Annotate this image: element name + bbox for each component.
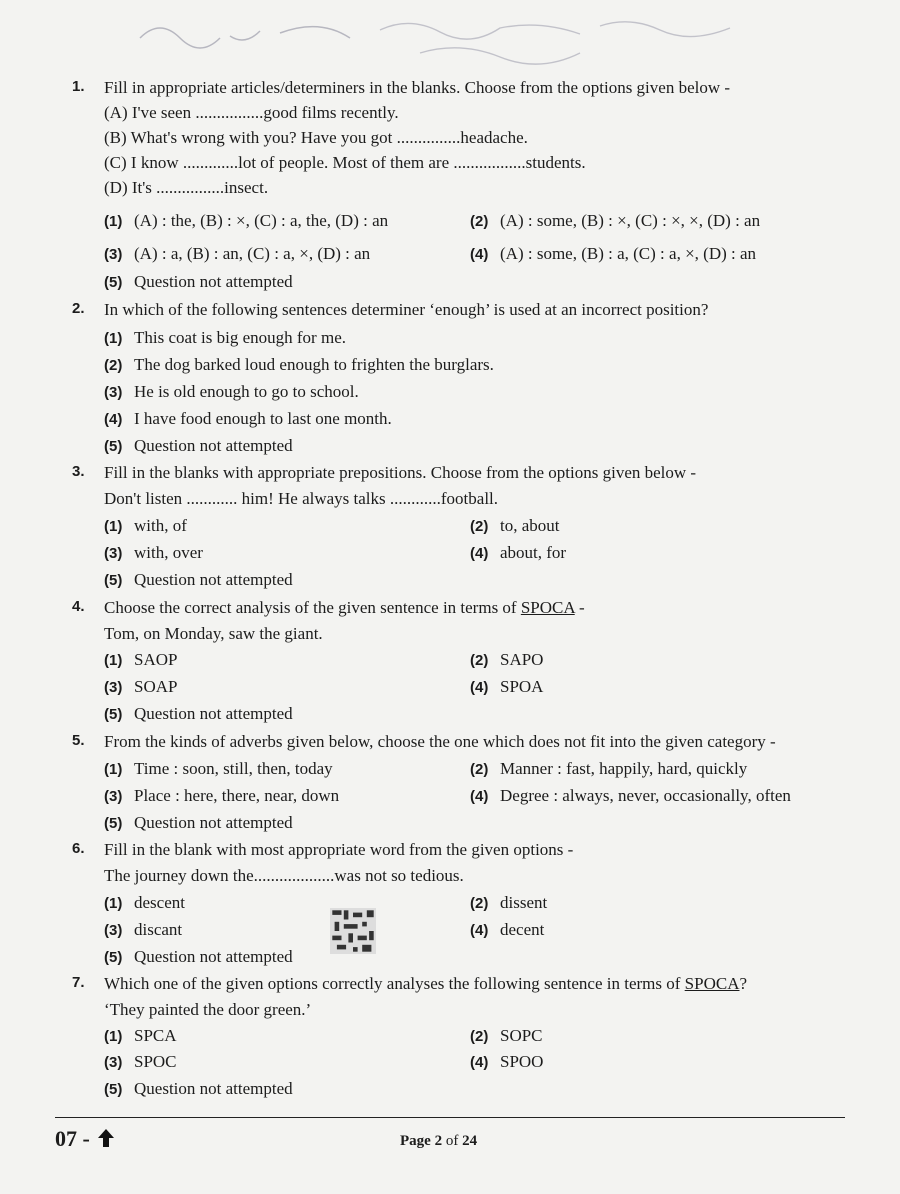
option-number: (4) [470,788,489,805]
option-text: SPOA [500,677,544,696]
option-5[interactable] [104,570,293,590]
option-number: (3) [104,384,123,401]
option-number: (2) [470,213,489,230]
stem-underlined-term: SPOCA [684,974,740,993]
option-5[interactable] [104,947,293,967]
option-1[interactable] [104,211,388,231]
question-sentence: ‘They painted the door green.’ [104,1000,312,1019]
option-number: (5) [104,572,123,589]
option-text: Question not attempted [134,704,293,723]
option-text: Question not attempted [134,813,293,832]
option-3[interactable] [104,1052,177,1072]
option-number: (3) [104,1054,123,1071]
question-number: 1. [72,78,85,95]
option-4[interactable] [470,543,566,563]
question-stem: In which of the following sentences determiner ‘enough’ is used at an incorrect position? [104,300,709,319]
question-6 [72,840,840,970]
option-number: (1) [104,652,123,669]
option-2[interactable] [470,650,543,670]
footer-divider [55,1117,845,1118]
question-number: 7. [72,974,85,991]
option-3[interactable] [104,677,177,697]
option-2[interactable] [470,211,760,231]
option-number: (5) [104,815,123,832]
option-text: decent [500,920,545,939]
stem-underlined-term: SPOCA [520,598,575,617]
option-number: (2) [470,1028,489,1045]
option-number: (1) [104,1028,123,1045]
question-sentence: The journey down the...................was not so tedious. [104,866,464,885]
option-text: Degree : always, never, occasionally, often [500,786,791,805]
option-number: (3) [104,922,123,939]
option-text: SPCA [134,1026,177,1045]
option-1[interactable] [104,650,177,670]
option-3[interactable] [104,786,339,806]
stem-suffix: - [574,598,585,617]
option-number: (1) [104,330,123,347]
option-2[interactable] [470,1026,543,1046]
question-3 [72,463,840,593]
option-number: (2) [104,357,123,374]
option-text: This coat is big enough for me. [134,328,346,347]
option-5[interactable] [104,436,293,456]
option-3[interactable] [104,920,182,940]
option-number: (1) [104,213,123,230]
question-stem: Fill in appropriate articles/determiners in the blanks. Choose from the options given below - [104,78,731,97]
option-1[interactable] [104,516,187,536]
option-text: (A) : some, (B) : a, (C) : a, ×, (D) : an [500,244,757,263]
option-2[interactable] [470,759,747,779]
question-number: 4. [72,598,85,615]
option-1[interactable] [104,759,333,779]
option-text: SOPC [500,1026,543,1045]
option-text: discant [134,920,183,939]
option-3[interactable] [104,543,203,563]
option-number: (2) [470,518,489,535]
option-text: about, for [500,543,567,562]
option-text: The dog barked loud enough to frighten the burglars. [134,355,494,374]
sub-item-c: (C) I know .............lot of people. Most of them are .................students. [104,153,586,172]
question-stem: Fill in the blanks with appropriate prepositions. Choose from the options given below - [104,463,697,482]
option-text: Question not attempted [134,272,293,291]
sub-item-b: (B) What's wrong with you? Have you got ...............headache. [104,128,528,147]
question-5 [72,732,840,837]
question-number: 5. [72,732,85,749]
option-text: Time : soon, still, then, today [134,759,333,778]
option-text: Manner : fast, happily, hard, quickly [500,759,748,778]
option-number: (3) [104,545,123,562]
page-indicator [400,1133,477,1150]
question-7 [72,974,840,1104]
option-text: descent [134,893,185,912]
option-5[interactable] [104,704,293,724]
page-total: 24 [462,1133,478,1149]
booklet-code [55,1126,115,1152]
option-text: to, about [500,516,560,535]
option-text: Place : here, there, near, down [134,786,340,805]
option-number: (3) [104,679,123,696]
option-number: (5) [104,1081,123,1098]
option-text: SPOC [134,1052,177,1071]
option-text: (A) : a, (B) : an, (C) : a, ×, (D) : an [134,244,371,263]
option-text: dissent [500,893,548,912]
stem-text: Choose the correct analysis of the given sentence in terms of [104,598,521,617]
option-number: (5) [104,949,123,966]
option-4[interactable] [470,244,756,264]
option-1[interactable] [104,1026,177,1046]
option-text: with, of [134,516,187,535]
option-number: (4) [470,1054,489,1071]
option-5[interactable] [104,272,293,292]
arrow-up-icon [97,1128,115,1148]
question-number: 2. [72,300,85,317]
option-text: Question not attempted [134,436,293,455]
option-text: SPOO [500,1052,544,1071]
option-text: Question not attempted [134,1079,293,1098]
option-number: (5) [104,438,123,455]
option-number: (4) [470,679,489,696]
option-number: (4) [470,545,489,562]
question-stem [104,974,747,994]
question-4 [72,598,840,728]
option-3[interactable] [104,244,370,264]
booklet-code-text: 07 - [55,1126,90,1151]
option-2[interactable] [470,893,547,913]
option-text: Question not attempted [134,947,293,966]
question-2 [72,300,840,460]
option-number: (5) [104,274,123,291]
option-number: (2) [470,652,489,669]
option-number: (4) [470,246,489,263]
option-text: SAPO [500,650,544,669]
option-1[interactable] [104,328,346,348]
page-number: 2 [434,1133,443,1149]
option-number: (4) [470,922,489,939]
page-label: Page [400,1133,435,1149]
sub-item-d: (D) It's ................insect. [104,178,269,197]
option-text: Question not attempted [134,570,293,589]
option-text: He is old enough to go to school. [134,382,359,401]
option-text: (A) : the, (B) : ×, (C) : a, the, (D) : an [134,211,389,230]
option-number: (1) [104,518,123,535]
option-text: I have food enough to last one month. [134,409,392,428]
question-stem: Fill in the blank with most appropriate word from the given options - [104,840,574,859]
question-number: 3. [72,463,85,480]
option-number: (2) [470,761,489,778]
qr-code-icon [330,908,376,954]
option-number: (5) [104,706,123,723]
option-1[interactable] [104,893,185,913]
handwritten-scribble [120,8,820,68]
option-number: (3) [104,788,123,805]
option-5[interactable] [104,813,293,833]
option-2[interactable] [470,516,560,536]
question-stem: From the kinds of adverbs given below, choose the one which does not fit into the given category - [104,732,776,751]
option-text: SAOP [134,650,178,669]
option-text: SOAP [134,677,178,696]
option-number: (4) [104,411,123,428]
stem-suffix: ? [739,974,748,993]
option-4[interactable] [470,677,543,697]
sub-item-a: (A) I've seen ................good films recently. [104,103,399,122]
option-number: (1) [104,895,123,912]
stem-text: Which one of the given options correctly analyses the following sentence in terms of [104,974,685,993]
question-number: 6. [72,840,85,857]
option-number: (1) [104,761,123,778]
option-4[interactable] [470,1052,543,1072]
page-of: of [442,1133,463,1149]
question-stem [104,598,585,618]
question-sentence: Don't listen ............ him! He always talks ............football. [104,489,499,508]
option-2[interactable] [104,355,494,375]
question-sentence: Tom, on Monday, saw the giant. [104,624,323,643]
option-4[interactable] [470,786,791,806]
question-1 [72,78,840,291]
option-text: with, over [134,543,203,562]
option-4[interactable] [104,409,392,429]
option-number: (2) [470,895,489,912]
option-4[interactable] [470,920,544,940]
option-3[interactable] [104,382,359,402]
option-number: (3) [104,246,123,263]
option-text: (A) : some, (B) : ×, (C) : ×, ×, (D) : an [500,211,761,230]
option-5[interactable] [104,1079,293,1099]
